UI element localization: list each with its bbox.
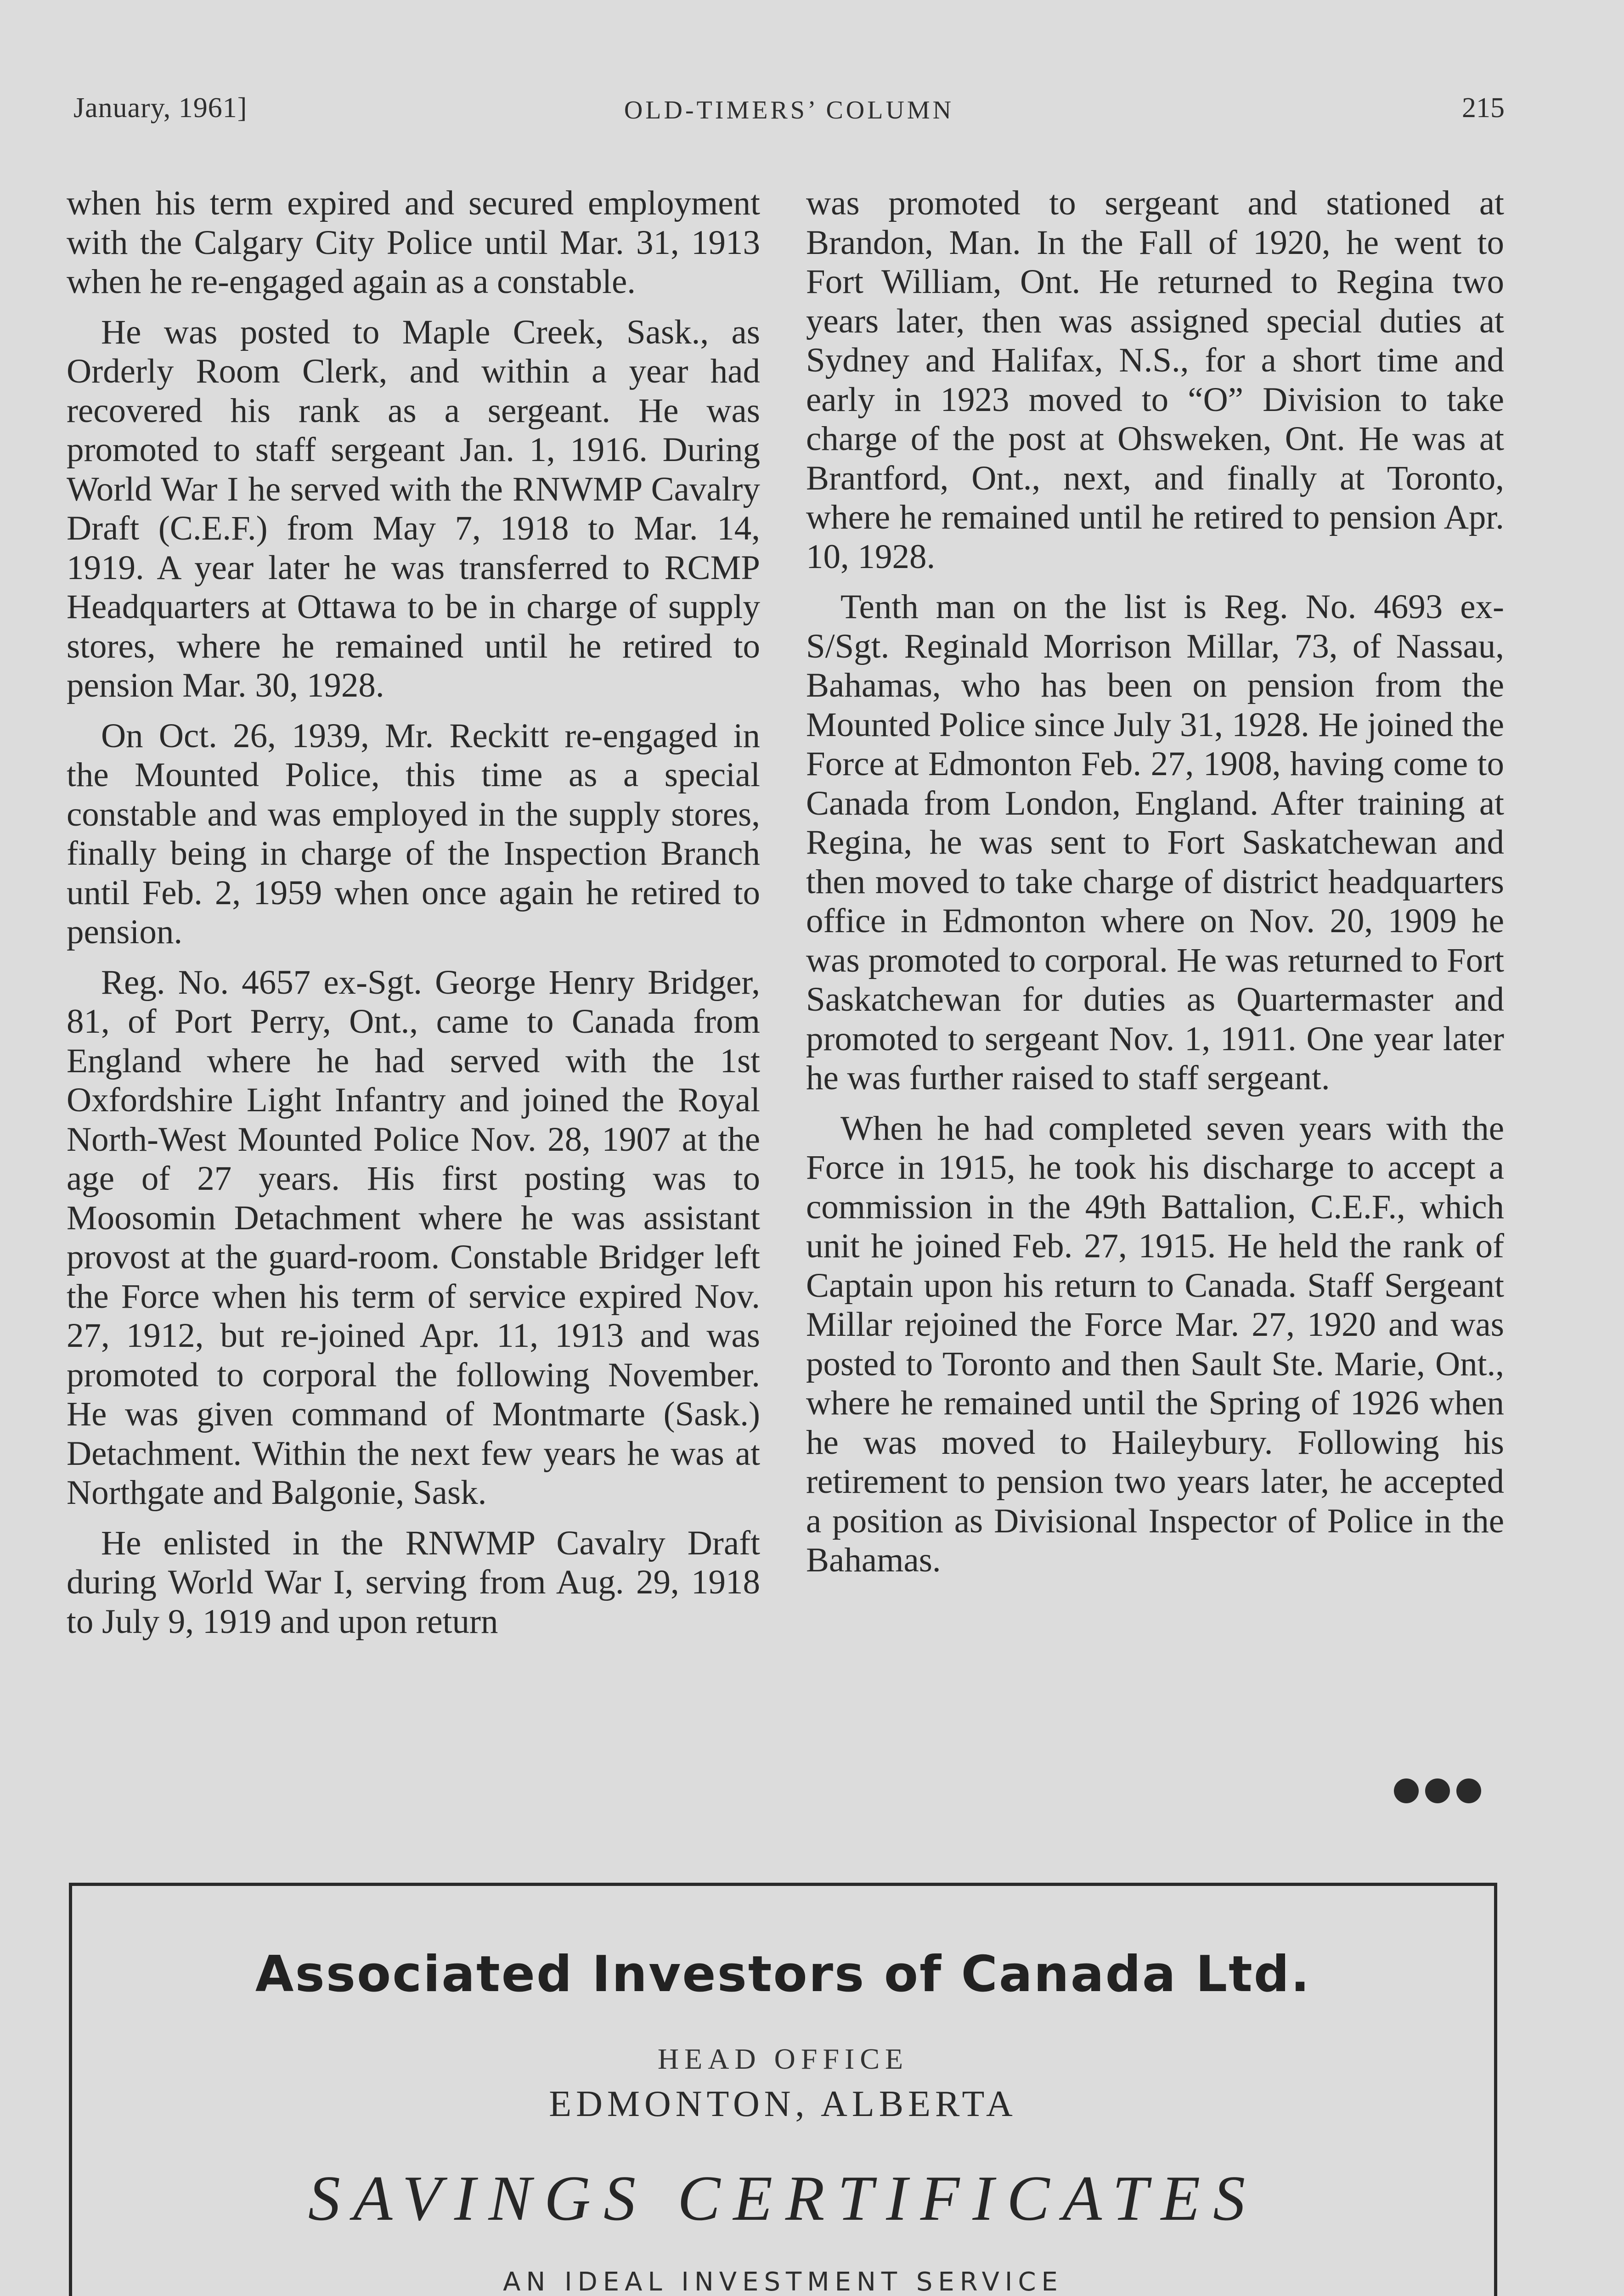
paragraph: Reg. No. 4657 ex-Sgt. George Henry Bridger, 81, of Port Perry, Ont., came to Canada from England where he had served with the 1st Oxfordshire Light Infantry and joined the Royal North-West Mounted Police Nov. 28, 1907 at the age of 27 years. His first posting was to Moosomin Detachment where he was assistant provost at the guard-room. Constable Bridger left the Force when his term of service expired Nov. 27, 1912, but re-joined Apr. 11, 1913 and was promoted to corporal the following November. He was given command of Montmarte (Sask.) Detachment. Within the next few years he was at Northgate and Balgonie, Sask.: [67, 963, 760, 1512]
paragraph: when his term expired and secured employment with the Calgary City Police until Mar. 31, 1913 when he re-engaged again as a constable.: [67, 184, 760, 301]
paragraph: When he had completed seven years with the Force in 1915, he took his discharge to accept a commission in the 49th Battalion, C.E.F., which unit he joined Feb. 27, 1915. He held the rank of Captain upon his return to Canada. Staff Sergeant Millar rejoined the Force Mar. 27, 1920 and was posted to Toronto and then Sault Ste. Marie, Ont., where he remained until the Spring of 1926 when he was moved to Haileybury. Following his retirement to pension two years later, he accepted a position as Divisional Inspector of Police in the Bahamas.: [806, 1109, 1504, 1579]
page-number: 215: [1462, 92, 1505, 124]
running-header: [73, 92, 1505, 133]
head-office-label: HEAD OFFICE: [657, 2043, 909, 2075]
bullet-dot-icon: [1456, 1778, 1481, 1803]
head-office-city: EDMONTON, ALBERTA: [549, 2084, 1017, 2124]
product-title: SAVINGS CERTIFICATES: [308, 2163, 1258, 2234]
left-column: [67, 184, 760, 1652]
advertiser-name: Associated Investors of Canada Ltd.: [255, 1946, 1311, 2003]
paragraph: Tenth man on the list is Reg. No. 4693 ex-S/Sgt. Reginald Morrison Millar, 73, of Nassau, Bahamas, who has been on pension from the Mounted Police since July 31, 1928. He joined the Force at Edmonton Feb. 27, 1908, having come to Canada from London, England. After training at Regina, he was sent to Fort Saskatchewan and then moved to take charge of district headquarters office in Edmonton where on Nov. 20, 1909 he was promoted to corporal. He was returned to Fort Saskatchewan for duties as Quartermaster and promoted to sergeant Nov. 1, 1911. One year later he was further raised to staff sergeant.: [806, 588, 1504, 1097]
bullet-dot-icon: [1394, 1778, 1419, 1803]
tagline-line-1: AN IDEAL INVESTMENT SERVICE: [503, 2267, 1063, 2296]
right-column: [806, 184, 1504, 1591]
paragraph: On Oct. 26, 1939, Mr. Reckitt re-engaged in the Mounted Police, this time as a special constable and was employed in the supply stores, finally being in charge of the Inspection Branch until Feb. 2, 1959 when once again he retired to pension.: [67, 716, 760, 951]
end-of-article-marker: [1394, 1777, 1500, 1805]
advertisement-box: [69, 1883, 1497, 2296]
paragraph: was promoted to sergeant and stationed at Brandon, Man. In the Fall of 1920, he went to Fort William, Ont. He returned to Regina two years later, then was assigned special duties at Sydney and Halifax, N.S., for a short time and early in 1923 moved to “O” Division to take charge of the post at Ohsweken, Ont. He was at Brantford, Ont., next, and finally at Toronto, where he remained until he retired to pension Apr. 10, 1928.: [806, 184, 1504, 576]
paragraph: He enlisted in the RNWMP Cavalry Draft during World War I, serving from Aug. 29, 1918 to July 9, 1919 and upon return: [67, 1524, 760, 1641]
column-title: OLD-TIMERS’ COLUMN: [624, 96, 954, 124]
paragraph: He was posted to Maple Creek, Sask., as Orderly Room Clerk, and within a year had recovered his rank as a sergeant. He was promoted to staff sergeant Jan. 1, 1916. During World War I he served with the RNWMP Cavalry Draft (C.E.F.) from May 7, 1918 to Mar. 14, 1919. A year later he was transferred to RCMP Headquarters at Ottawa to be in charge of supply stores, where he remained until he retired to pension Mar. 30, 1928.: [67, 313, 760, 704]
issue-date: January, 1961]: [73, 92, 248, 124]
bullet-dot-icon: [1425, 1778, 1450, 1803]
